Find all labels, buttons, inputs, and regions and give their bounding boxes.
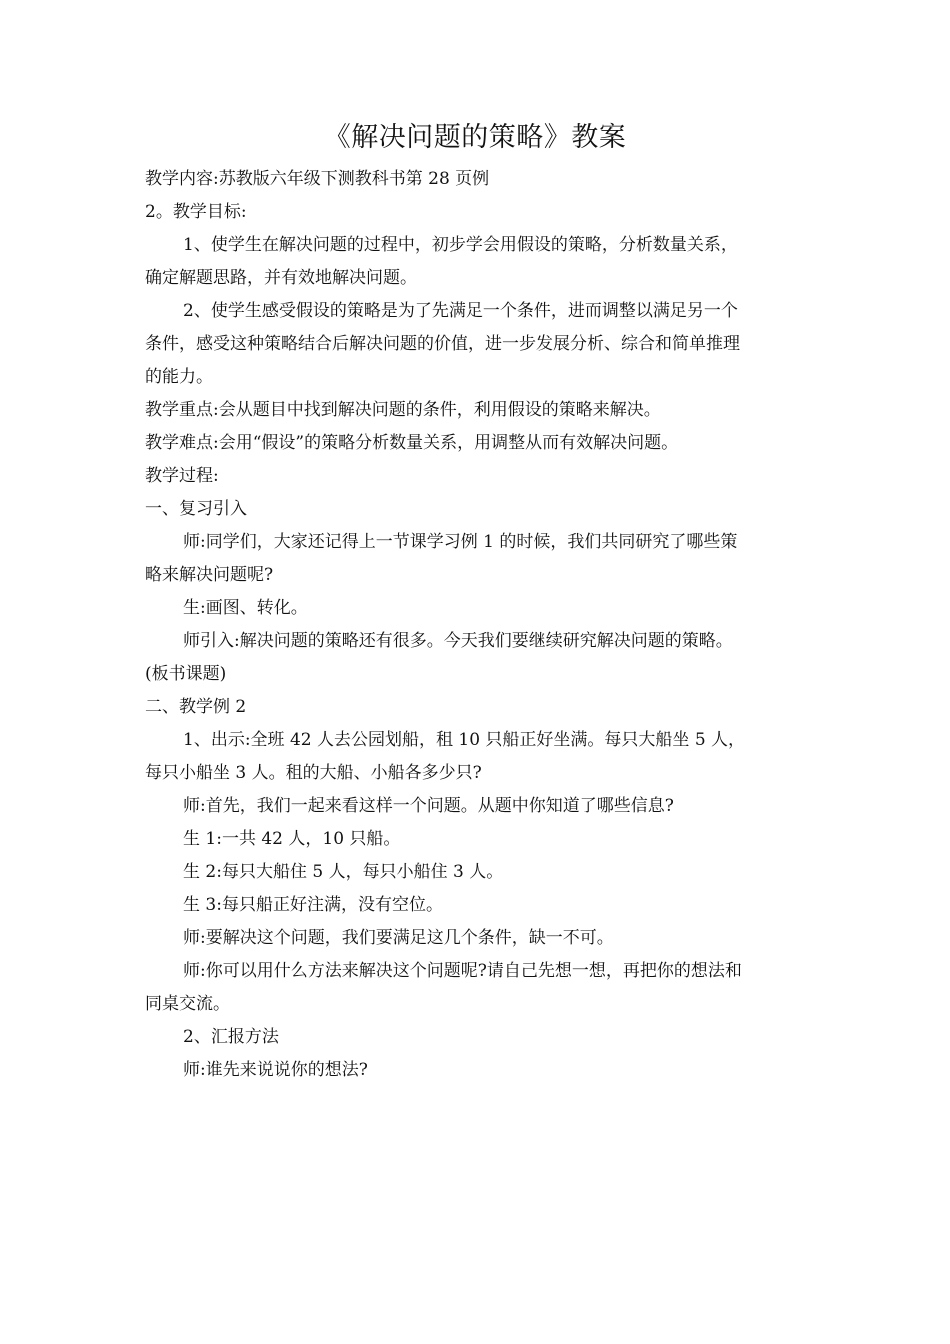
text-line: 师引入:解决问题的策略还有很多。今天我们要继续研究解决问题的策略。 [183,631,733,651]
text-line: 师:要解决这个问题，我们要满足这几个条件，缺一不可。 [183,928,614,948]
text-line: (板书课题) [145,664,227,684]
text-line: 生 3:每只船正好注满，没有空位。 [183,895,443,915]
text-line: 生:画图、转化。 [183,598,308,618]
document-body [145,163,810,1087]
text-line: 确定解题思路，并有效地解决问题。 [145,268,417,288]
text-line: 教学内容:苏教版六年级下测教科书第 28 页例 [145,169,490,189]
text-line: 2、使学生感受假设的策略是为了先满足一个条件，进而调整以满足另一个 [183,301,738,321]
text-line: 生 2:每只大船住 5 人，每只小船住 3 人。 [183,862,504,882]
text-line: 每只小船坐 3 人。租的大船、小船各多少只? [145,763,482,783]
text-line: 师:首先，我们一起来看这样一个问题。从题中你知道了哪些信息? [183,796,674,816]
text-line: 略来解决问题呢? [145,565,274,585]
text-line: 教学重点:会从题目中找到解决问题的条件，利用假设的策略来解决。 [145,400,661,420]
text-line: 二、教学例 2 [145,697,247,717]
text-line: 同桌交流。 [145,994,230,1014]
text-line: 师:同学们，大家还记得上一节课学习例 1 的时候，我们共同研究了哪些策 [183,532,738,552]
text-line: 生 1:一共 42 人，10 只船。 [183,829,401,849]
document-title: 《解决问题的策略》教案 [323,122,627,153]
text-line: 一、复习引入 [145,499,247,519]
text-line: 1、出示:全班 42 人去公园划船，租 10 只船正好坐满。每只大船坐 5 人， [183,730,746,750]
text-line: 2。教学目标: [145,202,247,222]
text-line: 师:谁先来说说你的想法? [183,1060,368,1080]
text-line: 教学难点:会用“假设”的策略分析数量关系，用调整从而有效解决问题。 [145,433,679,453]
text-line: 条件，感受这种策略结合后解决问题的价值，进一步发展分析、综合和简单推理 [145,334,740,354]
text-line: 2、汇报方法 [183,1027,279,1047]
text-line: 师:你可以用什么方法来解决这个问题呢?请自己先想一想，再把你的想法和 [183,961,742,981]
text-line: 教学过程: [145,466,219,486]
text-line: 1、使学生在解决问题的过程中，初步学会用假设的策略，分析数量关系， [183,235,738,255]
text-line: 的能力。 [145,367,213,387]
